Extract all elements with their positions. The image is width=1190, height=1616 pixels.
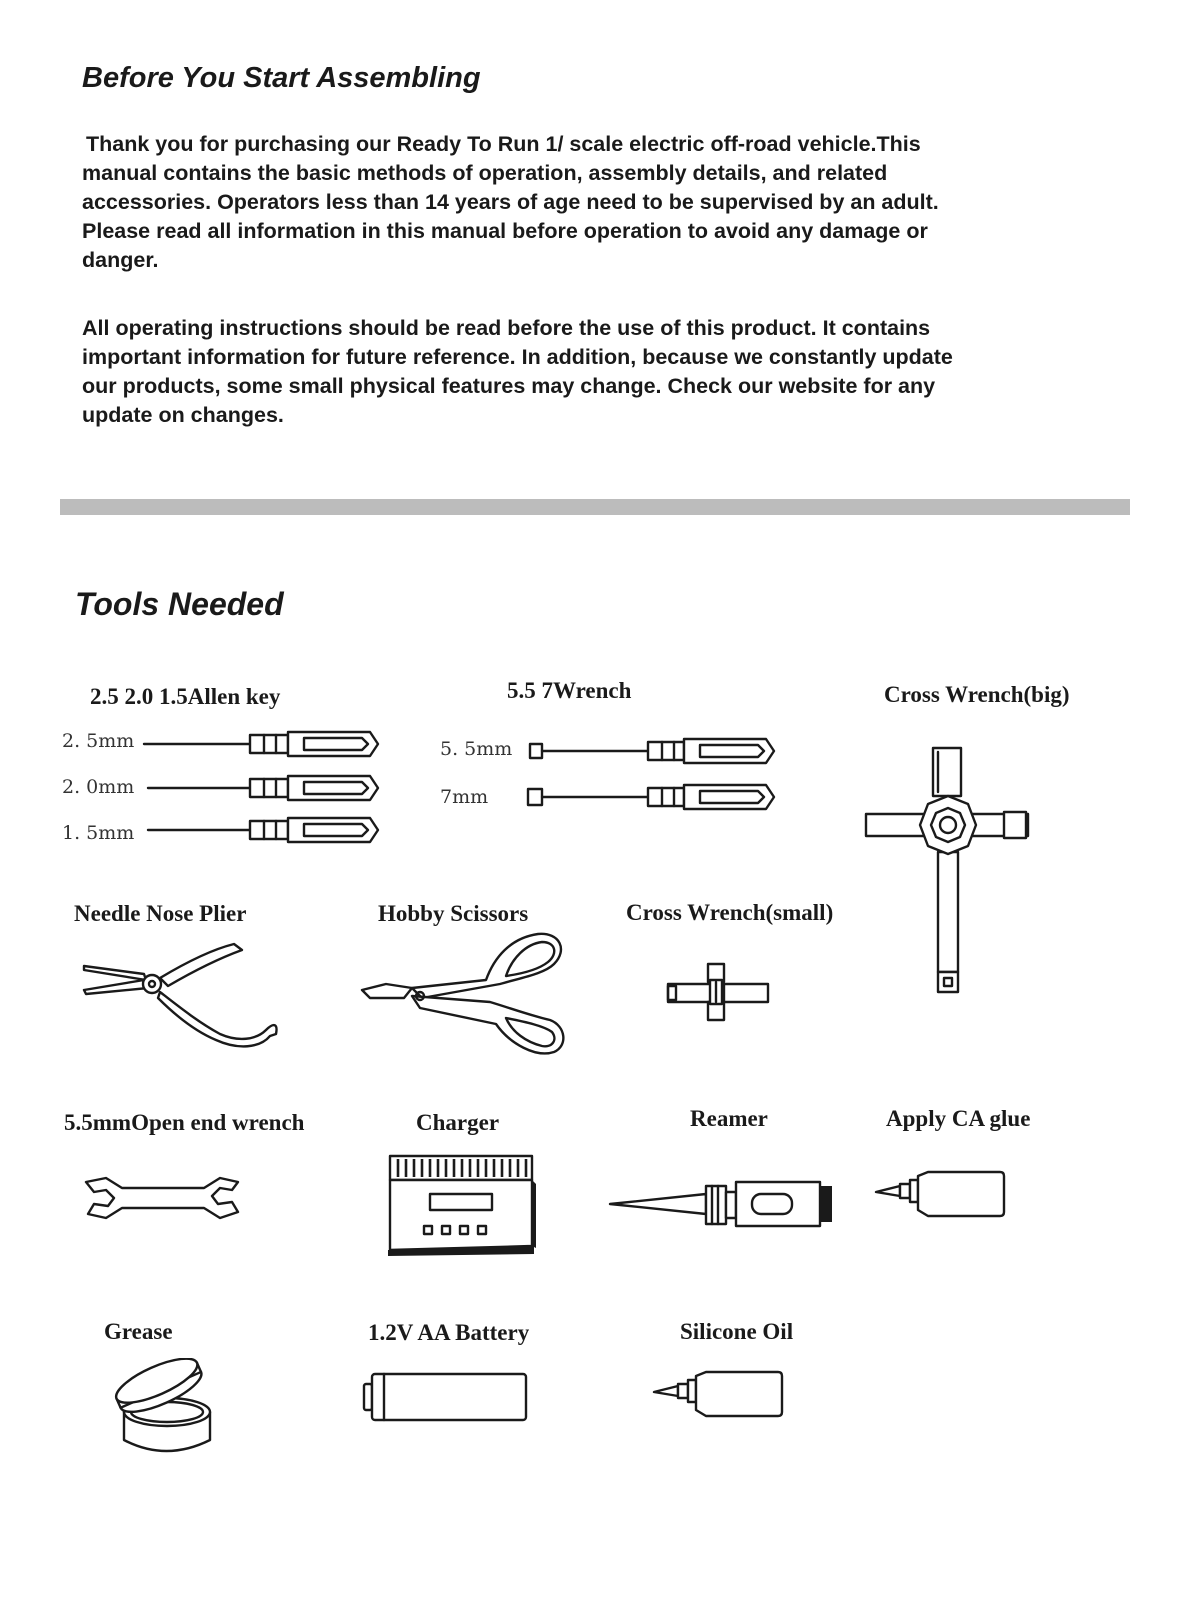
section-title-before-assembling: Before You Start Assembling — [82, 62, 481, 94]
ca-glue-label: Apply CA glue — [886, 1106, 1031, 1131]
wrench-5-5mm-icon — [530, 739, 774, 763]
allen-key-1-5mm-icon — [148, 818, 378, 842]
allen-key-label: 2.5 2.0 1.5Allen key — [90, 684, 281, 709]
allen-size-label: 1. 5mm — [62, 822, 135, 844]
cross-wrench-small-icon — [664, 962, 772, 1024]
allen-key-2-5mm-icon — [144, 732, 378, 756]
wrench-size-label: 7mm — [440, 786, 489, 808]
grease-icon — [110, 1358, 220, 1458]
reamer-icon — [606, 1176, 838, 1230]
wrench-label: 5.5 7Wrench — [507, 678, 632, 703]
open-end-wrench-icon — [84, 1174, 242, 1224]
allen-size-label: 2. 0mm — [62, 776, 135, 798]
hobby-scissors-icon — [360, 928, 570, 1060]
charger-icon — [380, 1150, 540, 1262]
wrench-7mm-icon — [528, 785, 774, 809]
battery-label: 1.2V AA Battery — [368, 1320, 530, 1345]
silicone-oil-label: Silicone Oil — [680, 1319, 794, 1344]
intro-paragraph-2 — [82, 314, 1102, 430]
hobby-scissors-label: Hobby Scissors — [378, 901, 529, 926]
paragraph-line: All operating instructions should be read before the use of this product. It contains — [82, 316, 931, 340]
charger-label: Charger — [416, 1110, 500, 1135]
paragraph-line: manual contains the basic methods of operation, assembly details, and related — [82, 161, 888, 185]
paragraph-line: danger. — [82, 248, 159, 272]
reamer-label: Reamer — [690, 1106, 768, 1131]
section-divider — [60, 499, 1130, 515]
wrench-icon — [524, 734, 786, 818]
needle-nose-plier-label: Needle Nose Plier — [74, 901, 247, 926]
paragraph-line: update on changes. — [82, 403, 284, 427]
paragraph-line: Thank you for purchasing our Ready To Run 1/ scale electric off-road vehicle.This — [86, 132, 921, 156]
cross-wrench-big-icon — [864, 746, 1032, 996]
allen-key-2-0mm-icon — [148, 776, 378, 800]
paragraph-line: Please read all information in this manual before operation to avoid any damage or — [82, 219, 928, 243]
allen-key-icon — [140, 726, 390, 854]
open-end-wrench-label: 5.5mmOpen end wrench — [64, 1110, 305, 1135]
ca-glue-icon — [872, 1168, 1008, 1220]
cross-wrench-small-label: Cross Wrench(small) — [626, 900, 834, 925]
paragraph-line: our products, some small physical features may change. Check our website for any — [82, 374, 936, 398]
intro-paragraph-1 — [82, 130, 1102, 275]
battery-icon — [360, 1370, 532, 1426]
needle-nose-plier-icon — [80, 940, 290, 1052]
paragraph-line: important information for future reference. In addition, because we constantly update — [82, 345, 953, 369]
paragraph-line: accessories. Operators less than 14 years of age need to be supervised by an adult. — [82, 190, 939, 214]
section-title-tools-needed: Tools Needed — [75, 586, 284, 622]
allen-size-label: 2. 5mm — [62, 730, 135, 752]
grease-label: Grease — [104, 1319, 173, 1344]
wrench-size-label: 5. 5mm — [440, 738, 513, 760]
silicone-oil-icon — [650, 1368, 786, 1420]
cross-wrench-big-label: Cross Wrench(big) — [884, 682, 1070, 707]
